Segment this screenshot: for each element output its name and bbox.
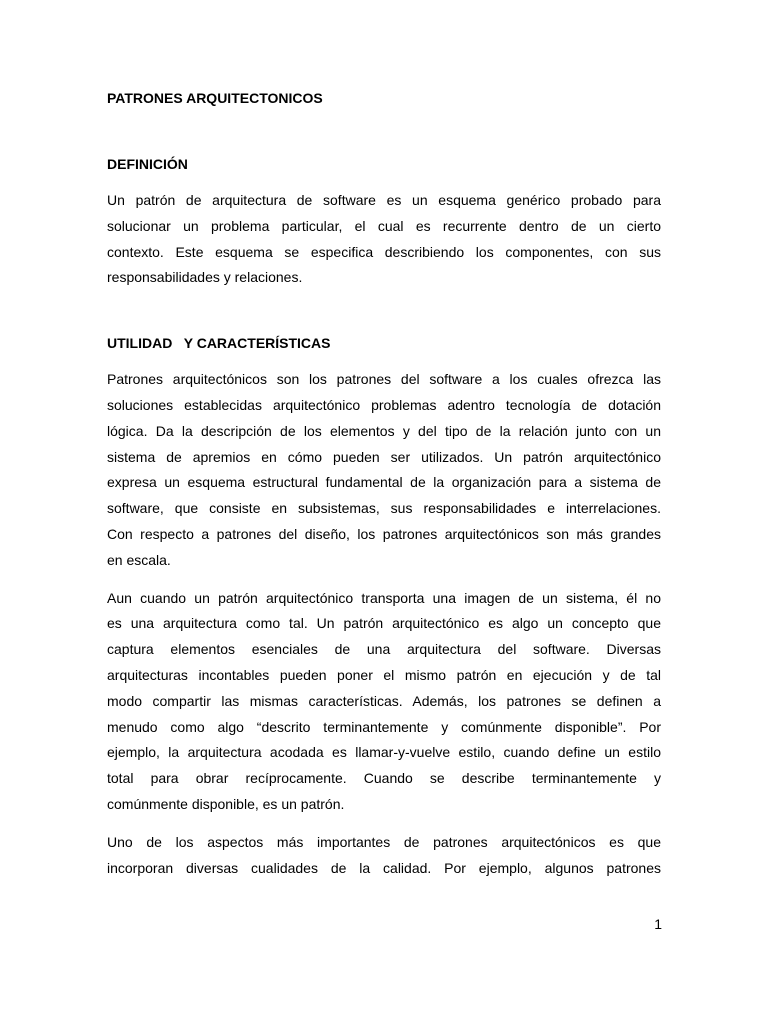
section-heading-definicion: DEFINICIÓN	[107, 156, 188, 172]
paragraph-line: ejemplo, la arquitectura acodada es llamar-y-vuelve estilo, cuando define un estilo	[107, 744, 661, 761]
paragraph-line: Uno de los aspectos más importantes de patrones arquitectónicos es que	[107, 833, 661, 850]
page-number: 1	[654, 916, 662, 932]
paragraph-line: soluciones establecidas arquitectónico problemas adentro tecnología de dotación	[107, 396, 661, 413]
paragraph-utilidad-1	[107, 367, 661, 573]
page-content	[107, 86, 661, 881]
paragraph-line: software, que consiste en subsistemas, sus responsabilidades e interrelaciones.	[107, 500, 661, 517]
paragraph-line: responsabilidades y relaciones.	[107, 269, 303, 286]
paragraph-line: lógica. Da la descripción de los elementos y del tipo de la relación junto con un	[107, 422, 661, 439]
paragraph-line: modo compartir las mismas características. Además, los patrones se definen a	[107, 692, 661, 709]
paragraph-line: menudo como algo “descrito terminantemente y comúnmente disponible”. Por	[107, 718, 661, 735]
paragraph-line: arquitecturas incontables pueden poner el mismo patrón en ejecución y de tal	[107, 666, 661, 683]
paragraph-definicion	[107, 188, 661, 291]
paragraph-line: Con respecto a patrones del diseño, los patrones arquitectónicos son más grandes	[107, 525, 661, 542]
paragraph-line: es una arquitectura como tal. Un patrón arquitectónico es algo un concepto que	[107, 615, 661, 632]
paragraph-utilidad-3	[107, 830, 661, 882]
section-heading-utilidad: UTILIDAD Y CARACTERÍSTICAS	[107, 335, 331, 352]
paragraph-line: Un patrón de arquitectura de software es un esquema genérico probado para	[107, 192, 661, 208]
paragraph-line: en escala.	[107, 551, 171, 568]
paragraph-line: contexto. Este esquema se especifica describiendo los componentes, con sus	[107, 243, 661, 260]
paragraph-line: incorporan diversas cualidades de la calidad. Por ejemplo, algunos patrones	[107, 859, 661, 876]
paragraph-line: expresa un esquema estructural fundamental de la organización para a sistema de	[107, 474, 661, 491]
paragraph-line: sistema de apremios en cómo pueden ser utilizados. Un patrón arquitectónico	[107, 448, 661, 465]
document-title: PATRONES ARQUITECTONICOS	[107, 90, 323, 106]
paragraph-line: captura elementos esenciales de una arquitectura del software. Diversas	[107, 641, 661, 658]
paragraph-line: Patrones arquitectónicos son los patrones del software a los cuales ofrezca las	[107, 371, 661, 388]
paragraph-utilidad-2	[107, 586, 661, 818]
paragraph-line: Aun cuando un patrón arquitectónico transporta una imagen de un sistema, él no	[107, 589, 661, 606]
paragraph-line: comúnmente disponible, es un patrón.	[107, 795, 345, 812]
paragraph-line: total para obrar recíprocamente. Cuando se describe terminantemente y	[107, 770, 661, 787]
paragraph-line: solucionar un problema particular, el cual es recurrente dentro de un cierto	[107, 217, 661, 234]
